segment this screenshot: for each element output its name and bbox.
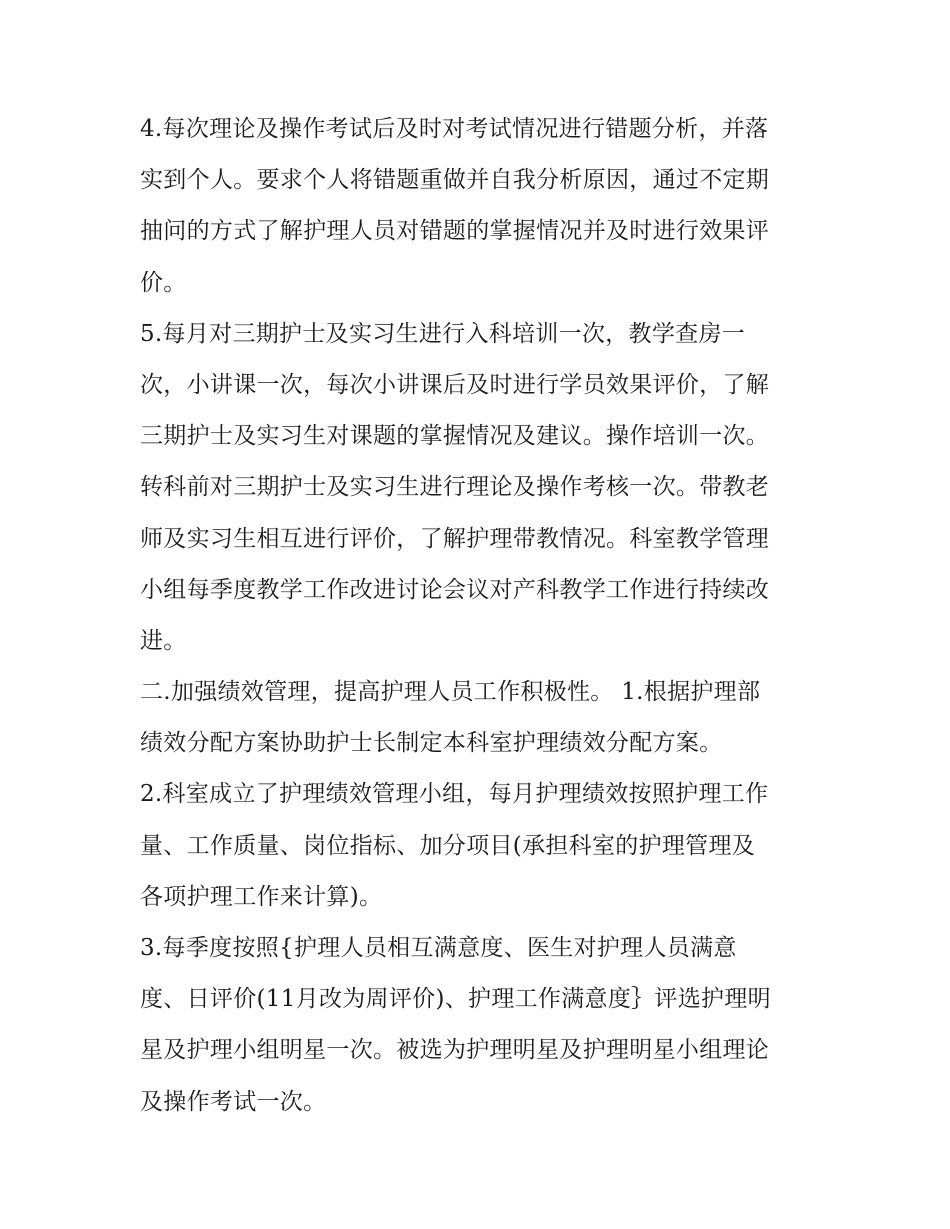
text-line: 2.科室成立了护理绩效管理小组，每月护理绩效按照护理工作 bbox=[140, 781, 769, 808]
text-line: 次，小讲课一次，每次小讲课后及时进行学员效果评价，了解 bbox=[140, 371, 770, 398]
text-line: 绩效分配方案协助护士长制定本科室护理绩效分配方案。 bbox=[140, 730, 723, 757]
text-line: 小组每季度教学工作改进讨论会议对产科教学工作进行持续改 bbox=[140, 576, 770, 603]
text-line: 抽问的方式了解护理人员对错题的掌握情况并及时进行效果评 bbox=[140, 218, 770, 245]
text-line: 师及实习生相互进行评价，了解护理带教情况。科室教学管理 bbox=[140, 525, 770, 552]
text-line: 及操作考试一次。 bbox=[140, 1088, 327, 1115]
text-line: 二.加强绩效管理，提高护理人员工作积极性。 1.根据护理部 bbox=[140, 679, 761, 706]
text-line: 度、日评价(11月改为周评价)、护理工作满意度｝评选护理明 bbox=[140, 986, 771, 1013]
document-body bbox=[140, 104, 820, 1128]
text-line: 转科前对三期护士及实习生进行理论及操作考核一次。带教老 bbox=[140, 474, 770, 501]
text-line: 星及护理小组明星一次。被选为护理明星及护理明星小组理论 bbox=[140, 1037, 770, 1064]
text-line: 各项护理工作来计算)。 bbox=[140, 883, 383, 910]
text-line: 价。 bbox=[140, 269, 187, 296]
text-line: 5.每月对三期护士及实习生进行入科培训一次，教学查房一 bbox=[140, 320, 746, 347]
text-line: 4.每次理论及操作考试后及时对考试情况进行错题分析，并落 bbox=[140, 116, 769, 142]
text-line: 三期护士及实习生对课题的掌握情况及建议。操作培训一次。 bbox=[140, 423, 770, 450]
text-line: 进。 bbox=[140, 627, 187, 654]
text-line: 实到个人。要求个人将错题重做并自我分析原因，通过不定期 bbox=[140, 167, 770, 194]
text-line: 3.每季度按照{护理人员相互满意度、医生对护理人员满意 bbox=[140, 935, 737, 961]
text-line: 量、工作质量、岗位指标、加分项目(承担科室的护理管理及 bbox=[140, 832, 756, 859]
